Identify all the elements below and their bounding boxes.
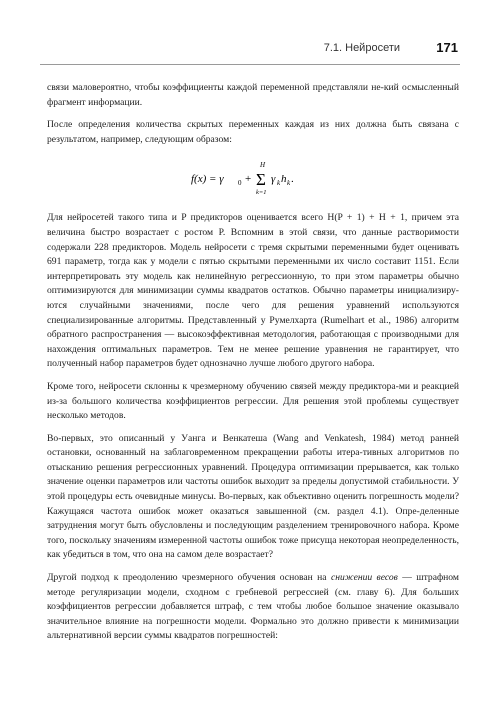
equation-end: . xyxy=(291,173,294,186)
paragraph: После определения количества скрытых переменных каждая из них должна быть связана с результатом, например, следующим образом: xyxy=(47,119,459,145)
sum-upper: H xyxy=(260,161,266,170)
header-rule xyxy=(40,64,460,65)
body-text xyxy=(47,81,459,652)
equation-term2: h xyxy=(281,173,287,186)
equation-term: γ xyxy=(271,173,276,186)
paragraph-text: Другой подход к преодолению чрезмерного обучения основан на xyxy=(47,572,331,584)
equation xyxy=(47,157,459,197)
equation-sub0: 0 xyxy=(238,179,242,188)
sum-lower: k=1 xyxy=(256,189,267,197)
equation-plus: + xyxy=(245,173,252,186)
emphasis-term: снижении весов xyxy=(330,572,398,584)
paragraph xyxy=(47,571,459,644)
equation-graphic xyxy=(183,157,323,197)
page-number: 171 xyxy=(436,40,458,55)
paragraph: связи маловероятно, чтобы коэффициенты каждой переменной представляли не-кий осмысленный фрагмент информации. xyxy=(47,82,459,108)
paragraph-text: — штрафном методе регуляризации модели, сходном с гребневой регрессией (см. главу 6). Для больших коэффициентов регрессии добавляется штраф, с тем чтобы любое большое значение оказывало значительное влияние на погрешности модели. Формально это должно привести к минимизации альтернативной версии суммы квадратов погрешностей: xyxy=(47,572,459,642)
sum-symbol: Σ xyxy=(256,170,266,190)
paragraph: Во-первых, это описанный у Уанга и Венкатеша (Wang and Venkatesh, 1984) метод ранней остановки, основанный на заблаговременном прекращении работы итера-тивных алгоритмов по отысканию решения регрессионных уравнений. Процедура оптимизации прерывается, как только значение оценки параметров или частоты ошибок выходит за пределы допустимой стабильности. У этой процедуры есть очевидные минусы. Во-первых, как объективно оценить погрешность модели? Кажущаяся частота ошибок может оказаться завышенной (см. раздел 4.1). Опре-деленные затруднения могут быть обусловлены и последующим разделением тренировочного набора. Кроме того, поскольку значениям измеренной частоты ошибок тоже присуща некоторая неопределенность, как убедиться в том, что она на самом деле возрастает? xyxy=(47,432,459,561)
equation-term2-sub: k xyxy=(287,179,291,188)
section-title: 7.1. Нейросети xyxy=(323,42,400,54)
paragraph: Кроме того, нейросети склонны к чрезмерному обучению связей между предиктора-ми и реакцией из-за большого количества коэффициентов регрессии. Для решения этой проблемы существует несколько методов. xyxy=(47,380,459,422)
equation-term-sub: k xyxy=(277,179,281,188)
running-header xyxy=(40,40,460,60)
paragraph: Для нейросетей такого типа и P предикторов оценивается всего H(P + 1) + H + 1, причем эта величина быстро возрастает с ростом P. Вспомним в этой связи, что данные растворимости содержали 228 предикторов. Модель нейросети с тремя скрытыми переменными будет оценивать 691 параметр, тогда как у модели с пятью скрытыми переменными их число составит 1151. Если интерпретировать эту модель как нелинейную регрессионную, то при этом параметры обычно оптимизируются для минимизации суммы квадратов остатков. Обычно параметры инициализиру-ются случайными значениями, после чего для решения уравнений используются специализированные алгоритмы. Представленный у Румелхарта (Rumelhart et al., 1986) алгоритм обратного распространения — высокоэффективная методология, работающая с производными для нахождения оптимальных параметров. Тем не менее решение уравнения не гарантирует, что полученный набор параметров будет однозначно лучше любого другого набора. xyxy=(47,212,459,370)
equation-lhs: f(x) = γ xyxy=(191,173,224,186)
